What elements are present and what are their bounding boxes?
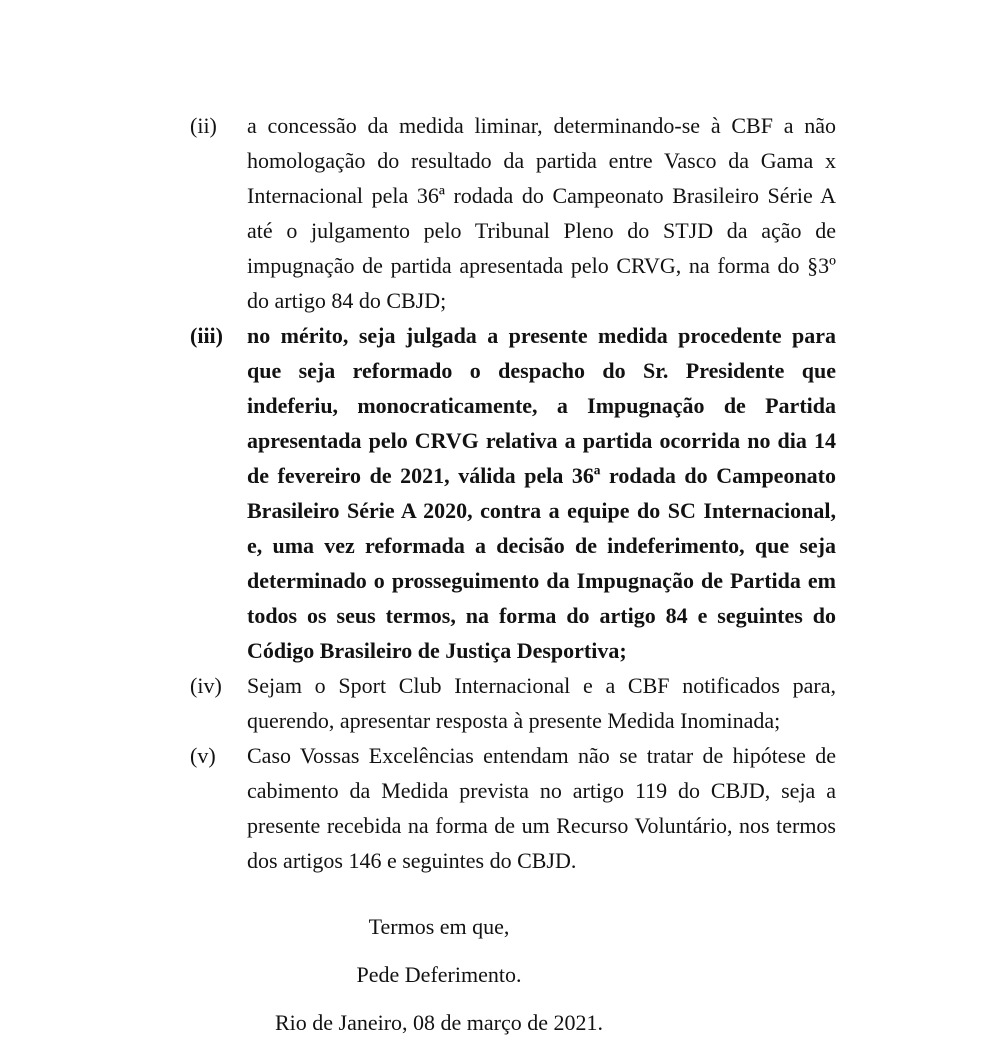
list-item-text: Sejam o Sport Club Internacional e a CBF notificados para, querendo, apresentar resposta à presente Medida Inominada;: [247, 673, 836, 733]
closing-terms: Termos em que,: [368, 914, 510, 939]
list-marker: (v): [190, 743, 216, 768]
list-item-iii: [190, 318, 836, 668]
list-marker: (ii): [190, 113, 217, 138]
list-item-iv: [190, 668, 836, 738]
list-item-text: a concessão da medida liminar, determinando-se à CBF a não homologação do resultado da partida entre Vasco da Gama x Internacional pela 36ª rodada do Campeonato Brasileiro Série A até o julgamento pelo Tribunal Pleno do STJD da ação de impugnação de partida apresentada pelo CRVG, na forma do §3º do artigo 84 do CBJD;: [247, 113, 836, 313]
closing-block: [130, 914, 748, 1036]
petition-body: [190, 108, 836, 1058]
list-item-ii: [190, 108, 836, 318]
closing-place-date: Rio de Janeiro, 08 de março de 2021.: [274, 1010, 604, 1035]
list-item-v: [190, 738, 836, 878]
list-marker: (iii): [190, 323, 223, 348]
list-marker: (iv): [190, 673, 222, 698]
list-item-text: Caso Vossas Excelências entendam não se tratar de hipótese de cabimento da Medida prevista no artigo 119 do CBJD, seja a presente recebida na forma de um Recurso Voluntário, nos termos dos artigos 146 e seguintes do CBJD.: [247, 743, 836, 873]
list-item-text: no mérito, seja julgada a presente medida procedente para que seja reformado o despacho do Sr. Presidente que indeferiu, monocraticamente, a Impugnação de Partida apresentada pelo CRVG relativa a partida ocorrida no dia 14 de fevereiro de 2021, válida pela 36ª rodada do Campeonato Brasileiro Série A 2020, contra a equipe do SC Internacional, e, uma vez reformada a decisão de indeferimento, que seja determinado o prosseguimento da Impugnação de Partida em todos os seus termos, na forma do artigo 84 e seguintes do Código Brasileiro de Justiça Desportiva;: [247, 323, 836, 663]
closing-request: Pede Deferimento.: [356, 962, 522, 987]
